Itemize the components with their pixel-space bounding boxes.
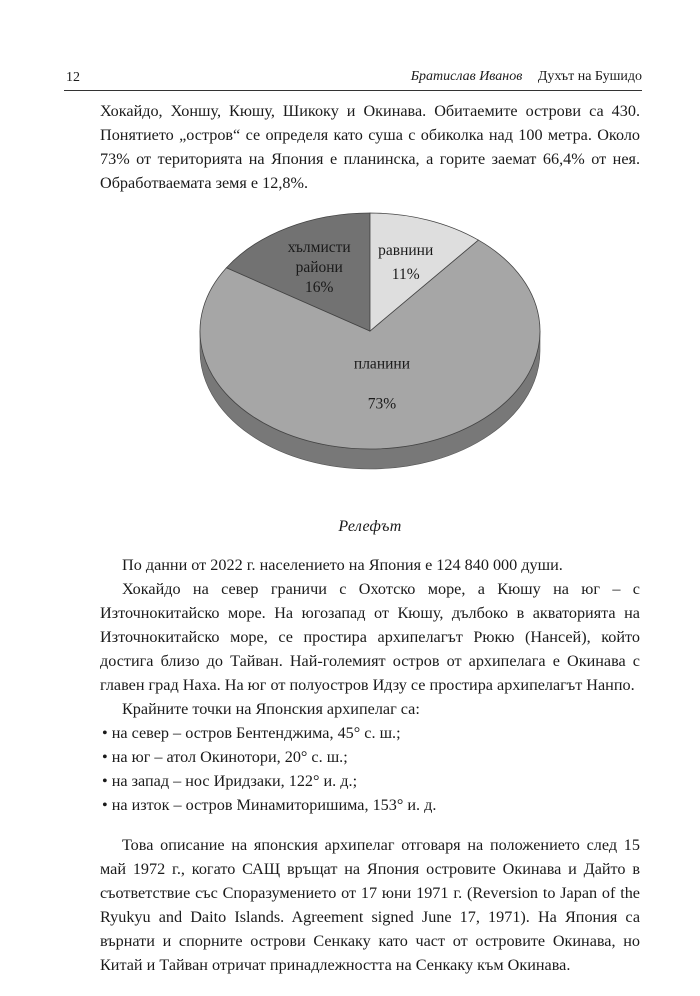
pie-category-label: хълмисти bbox=[287, 238, 351, 256]
list-item: • на изток – остров Минамиторишима, 153° и. д. bbox=[100, 793, 640, 817]
closing-paragraph: Това описание на японския архипелаг отговаря на положението след 15 май 1972 г., когато САЩ връщат на Япония островите Окинава и Дайто в съответствие със Споразумението от 17 юни 1971 г. (Reversion to Japan of the Ryukyu and Daito Islands. Agreement signed June 17, 1971). На Япония са върнати и спорните острови Сенкаку като част от островите Окинава, но Китай и Тайван отричат принадлежността на Сенкаку към Окинава. bbox=[100, 836, 640, 974]
list-item: • на север – остров Бентенджима, 45° с. ш.; bbox=[100, 721, 640, 745]
intro-paragraph: Хокайдо, Хоншу, Кюшу, Шикоку и Окинава. Обитаемите острови са 430. Понятието „остров“ се определя като суша с обиколка над 100 метра. Около 73% от територията на Япония е планинска, а горите заемат 66,4% от нея. Обработваемата земя е 12,8%. bbox=[100, 102, 640, 192]
pie-category-label: райони bbox=[295, 258, 343, 276]
pie-category-label: планини bbox=[353, 355, 411, 373]
pie-category-label: равнини bbox=[378, 242, 434, 260]
extreme-points-list bbox=[100, 721, 640, 817]
paragraph: По данни от 2022 г. населението на Япония е 124 840 000 души. bbox=[122, 556, 563, 574]
list-item: • на юг – атол Окинотори, 20° с. ш.; bbox=[100, 745, 640, 769]
pie-value-label: 11% bbox=[391, 266, 420, 284]
pie-value-label: 16% bbox=[305, 278, 334, 296]
page-number: 12 bbox=[66, 70, 80, 85]
page-body bbox=[100, 99, 640, 977]
running-header bbox=[411, 69, 642, 85]
pie-chart-svg bbox=[100, 203, 640, 515]
header-divider bbox=[64, 90, 642, 91]
list-item: • на запад – нос Иридзаки, 122° и. д.; bbox=[100, 769, 640, 793]
running-header-author: Братислав Иванов bbox=[410, 69, 523, 84]
paragraph: Крайните точки на Японския архипелаг са: bbox=[122, 700, 420, 718]
pie-value-label: 73% bbox=[367, 395, 397, 413]
relief-pie-chart bbox=[100, 203, 640, 515]
paragraph: Хокайдо на север граничи с Охотско море, а Кюшу на юг – с Източнокитайско море. На югозапад от Кюшу, дълбоко в акваторията на Източнокитайско море, се простира архипелагът Рюкю (Нансей), който достига близо до Тайван. Най-големият остров от архипелага е Окинава с главен град Наха. На юг от полуостров Идзу се простира архипелагът Нанпо. bbox=[100, 580, 640, 694]
chart-caption: Релефът bbox=[338, 518, 402, 535]
running-header-book-title: Духът на Бушидо bbox=[537, 69, 642, 84]
